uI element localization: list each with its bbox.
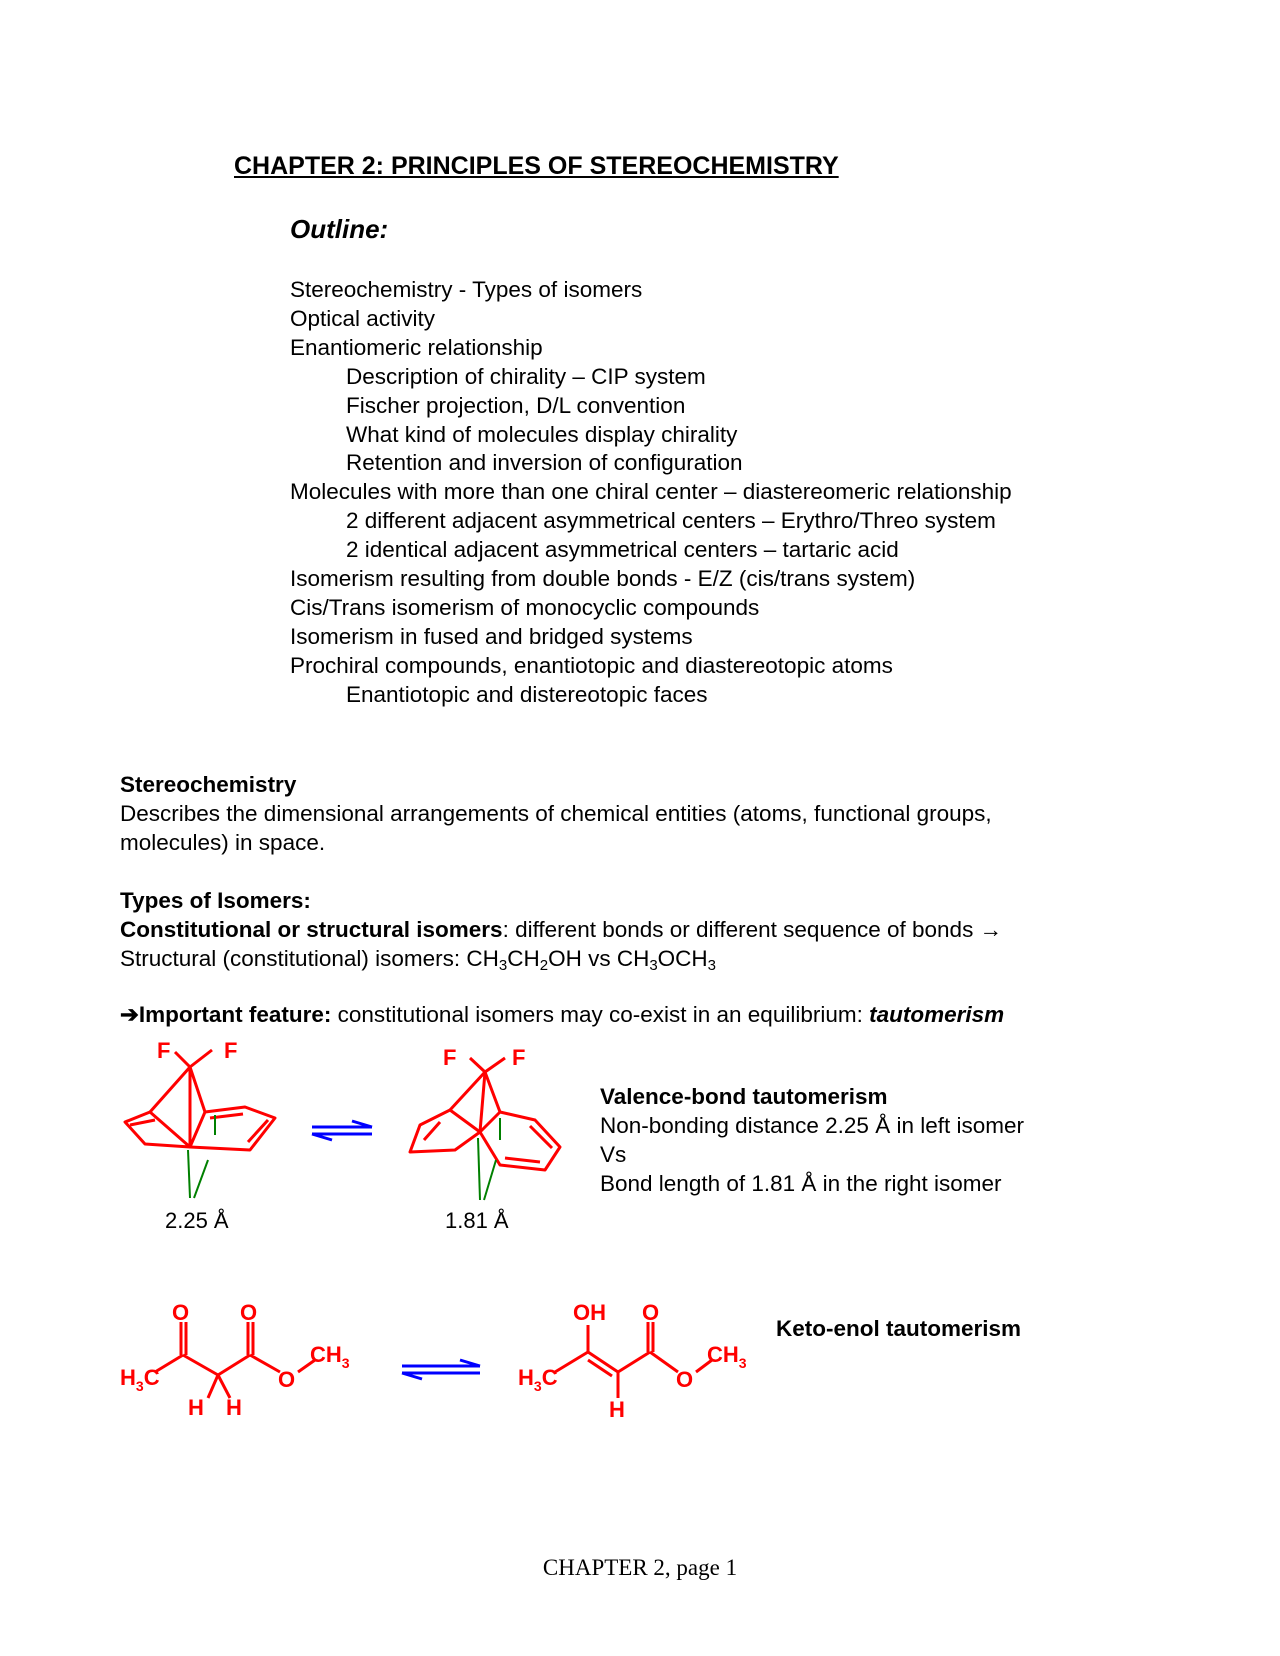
stereochemistry-heading: Stereochemistry <box>120 772 297 797</box>
outline-item: Cis/Trans isomerism of monocyclic compounds <box>290 594 760 620</box>
atom-oxygen: O <box>240 1300 258 1325</box>
important-text: constitutional isomers may co-exist in an equilibrium: <box>331 1002 870 1027</box>
atom-hydrogen: H <box>609 1397 625 1422</box>
outline-heading: Outline: <box>290 214 389 244</box>
atom-fluorine: F <box>224 1038 238 1063</box>
left-distance-label: 2.25 Å <box>165 1208 229 1233</box>
formula-ethanol: $CH_3CH_2OH$ <box>466 946 582 974</box>
atom-oxygen: O <box>676 1367 694 1392</box>
valence-bond-heading: Valence-bond tautomerism <box>600 1084 888 1109</box>
atom-fluorine: F <box>443 1045 457 1070</box>
valence-line: Non-bonding distance 2.25 Å in left isomer <box>600 1113 1024 1138</box>
constitutional-label: Constitutional or structural isomers <box>120 917 503 942</box>
outline-item: Prochiral compounds, enantiotopic and diastereotopic atoms <box>290 652 893 678</box>
outline-item: Isomerism resulting from double bonds - E/Z (cis/trans system) <box>290 566 916 592</box>
outline-subitem: Retention and inversion of configuration <box>346 450 743 476</box>
equilibrium-arrow-2 <box>402 1360 480 1379</box>
outline-subitem: Description of chirality – CIP system <box>346 363 706 389</box>
example-prefix: Structural (constitutional) isomers: <box>120 946 467 971</box>
atom-fluorine: F <box>157 1038 171 1063</box>
left-bridged-molecule <box>125 1050 275 1150</box>
tautomerism-term: tautomerism <box>869 1002 1005 1027</box>
atom-fluorine: F <box>512 1045 526 1070</box>
atom-oxygen: O <box>278 1367 296 1392</box>
keto-enol-figure <box>0 1300 1280 1440</box>
methyl-h3c: $H_3C$ <box>518 1365 558 1394</box>
outline-list <box>290 276 1012 710</box>
formula-dimethyl-ether: $CH_3OCH_3$ <box>616 946 717 974</box>
valence-bond-description <box>600 1082 1024 1198</box>
constitutional-example <box>120 944 1002 973</box>
page-footer: CHAPTER 2, page 1 <box>542 1555 738 1580</box>
equilibrium-arrow-1 <box>312 1121 372 1140</box>
isomer-types-section <box>120 886 1002 973</box>
arrow-right-icon: ➔ <box>120 1002 139 1027</box>
outline-item: Enantiomeric relationship <box>290 334 543 360</box>
constitutional-text: : different bonds or different sequence of bonds → <box>502 917 1003 942</box>
stereochemistry-definition-line1: Describes the dimensional arrangements of chemical entities (atoms, functional groups, <box>120 801 992 826</box>
outline-subitem: 2 different adjacent asymmetrical centers – Erythro/Threo system <box>346 508 996 534</box>
atom-hydroxyl: OH <box>573 1300 606 1325</box>
important-label: Important feature: <box>138 1002 332 1027</box>
outline-item: Isomerism in fused and bridged systems <box>290 623 693 649</box>
outline-item: Optical activity <box>290 305 436 331</box>
constitutional-definition <box>120 915 1002 944</box>
methyl-ch3: $CH_3$ <box>310 1342 350 1371</box>
atom-hydrogen: H <box>188 1395 204 1420</box>
outline-subitem: 2 identical adjacent asymmetrical centers – tartaric acid <box>346 537 899 563</box>
stereochemistry-section <box>120 770 992 857</box>
methyl-ch3: $CH_3$ <box>707 1342 747 1371</box>
left-bond-marker <box>188 1115 215 1198</box>
outline-item: Stereochemistry - Types of isomers <box>290 277 643 302</box>
valence-line: Bond length of 1.81 Å in the right isomer <box>600 1171 1002 1196</box>
isomer-types-heading: Types of Isomers: <box>120 888 311 913</box>
outline-subitem: What kind of molecules display chirality <box>346 421 738 447</box>
example-vs: vs <box>581 946 617 971</box>
outline-item: Molecules with more than one chiral center – diastereomeric relationship <box>290 479 1012 505</box>
stereochemistry-definition-line2: molecules) in space. <box>120 830 326 855</box>
right-bridged-molecule <box>410 1058 560 1170</box>
outline-subitem: Enantiotopic and distereotopic faces <box>346 681 708 707</box>
atom-oxygen: O <box>172 1300 190 1325</box>
keto-enol-heading: Keto-enol tautomerism <box>776 1316 1022 1341</box>
atom-oxygen: O <box>642 1300 660 1325</box>
valence-line: Vs <box>600 1142 627 1167</box>
methyl-h3c: $H_3C$ <box>120 1365 160 1394</box>
outline-subitem: Fischer projection, D/L convention <box>346 392 686 418</box>
page-title: CHAPTER 2: PRINCIPLES OF STEREOCHEMISTRY <box>234 152 839 180</box>
atom-hydrogen: H <box>226 1395 242 1420</box>
right-distance-label: 1.81 Å <box>445 1208 509 1233</box>
important-feature <box>120 1000 1004 1029</box>
